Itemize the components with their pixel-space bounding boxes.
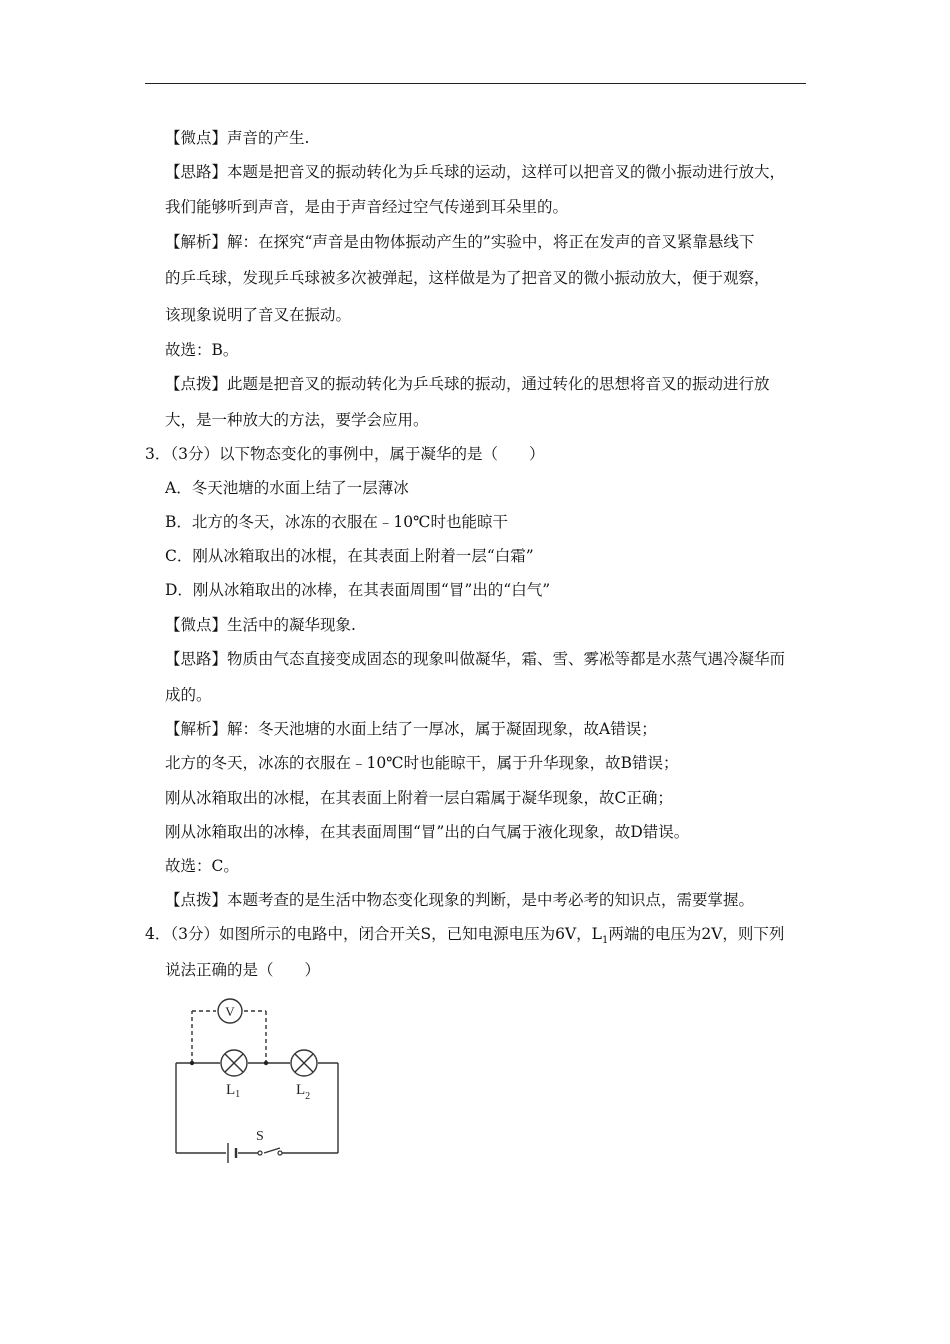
junction-dot-right (264, 1061, 268, 1065)
q3-weidian: 【微点】生活中的凝华现象. (165, 616, 356, 634)
q3-jiexi-line3: 刚从冰箱取出的冰棍，在其表面上附着一层白霜属于凝华现象，故C正确； (165, 789, 673, 807)
q4-stem-line2: 说法正确的是（ ） (165, 961, 321, 979)
switch-pivot (258, 1151, 262, 1155)
q3-answer: 故选：C。 (165, 857, 239, 875)
q3-option-d: D．刚从冰箱取出的冰棒，在其表面周围“冒”出的“白气” (165, 581, 551, 599)
q3-number: 3． (145, 445, 171, 463)
circuit-diagram (160, 990, 360, 1170)
q2-jiexi-line1: 【解析】解：在探究“声音是由物体振动产生的”实验中，将正在发声的音叉紧靠悬线下 (165, 233, 755, 251)
q3-stem-text: （3分）以下物态变化的事例中，属于凝华的是（ ） (170, 445, 545, 463)
q3-jiexi-line1: 【解析】解：冬天池塘的水面上结了一厚冰，属于凝固现象，故A错误； (165, 720, 657, 738)
q2-answer: 故选：B。 (165, 341, 239, 359)
lamp2-label: $L_2$ (296, 1082, 311, 1102)
q2-silu-line2: 我们能够听到声音，是由于声音经过空气传递到耳朵里的。 (165, 198, 569, 216)
q2-weidian: 【微点】声音的产生. (165, 129, 310, 147)
q3-dianbo: 【点拨】本题考查的是生活中物态变化现象的判断，是中考必考的知识点，需要掌握。 (165, 891, 755, 909)
q3-stem (145, 444, 545, 464)
q3-jiexi-line4: 刚从冰箱取出的冰棒，在其表面周围“冒”出的白气属于液化现象，故D错误。 (165, 823, 690, 841)
q2-jiexi-line2: 的乒乓球，发现乒乓球被多次被弹起，这样做是为了把音叉的微小振动放大，便于观察， (165, 269, 770, 287)
q4-number: 4． (145, 925, 171, 943)
q3-option-a: A．冬天池塘的水面上结了一层薄冰 (165, 479, 409, 497)
q2-dianbo-line1: 【点拨】此题是把音叉的振动转化为乒乓球的振动，通过转化的思想将音叉的振动进行放 (165, 375, 770, 393)
q3-option-c: C．刚从冰箱取出的冰棍，在其表面上附着一层“白霜” (165, 547, 534, 565)
q2-silu-line1: 【思路】本题是把音叉的振动转化为乒乓球的运动，这样可以把音叉的微小振动进行放大， (165, 163, 786, 181)
q4-stem-line1: 4．（3分）如图所示的电路中，闭合开关S，已知电源电压为6V，$L_1$两端的电压为2V，则下列 (145, 925, 785, 947)
lamp1-label: $L_1$ (226, 1082, 241, 1100)
q3-silu-line1: 【思路】物质由气态直接变成固态的现象叫做凝华，霜、雪、雾凇等都是水蒸气遇冷凝华而 (165, 650, 786, 668)
header-rule (145, 83, 806, 84)
q2-dianbo-line2: 大，是一种放大的方法，要学会应用。 (165, 411, 429, 429)
q2-jiexi-line3: 该现象说明了音叉在振动。 (165, 306, 352, 324)
q3-option-b: B．北方的冬天，冰冻的衣服在﹣10℃时也能晾干 (165, 513, 508, 531)
switch-contact (278, 1151, 282, 1155)
voltmeter-label: V (225, 1004, 235, 1019)
q3-silu-line2: 成的。 (165, 686, 212, 704)
junction-dot-left (190, 1061, 194, 1065)
q3-jiexi-line2: 北方的冬天，冰冻的衣服在﹣10℃时也能晾干，属于升华现象，故B错误； (165, 754, 679, 772)
switch-label: S (256, 1129, 264, 1144)
